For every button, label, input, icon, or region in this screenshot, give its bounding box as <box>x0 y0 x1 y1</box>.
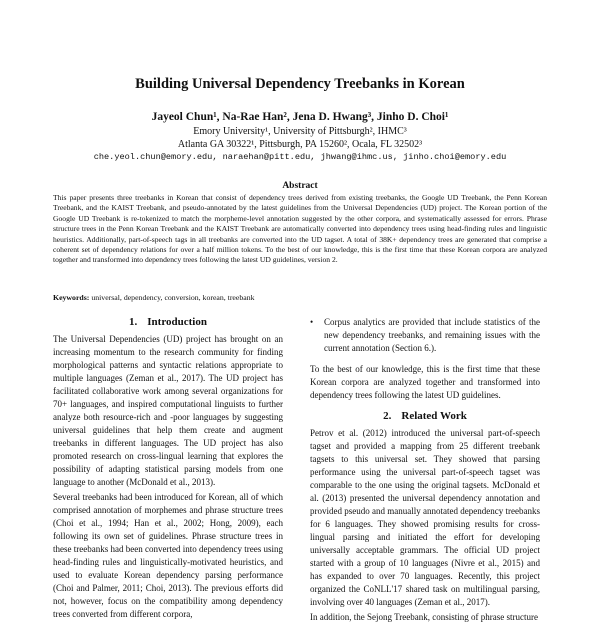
related-work-heading <box>310 410 540 423</box>
related-work-paragraph-2: In addition, the Sejong Treebank, consisting of phrase structure <box>310 612 538 622</box>
list-item <box>310 316 540 355</box>
abstract-text: This paper presents three treebanks in Korean that consist of dependency trees derived from existing treebanks, the Google UD Treebank, the Penn Korean Treebank, and the KAIST Treebank, and pseudo-annotated by the latest guidelines from the Universal Dependencies (UD) project. The Korean portion of the Google UD Treebank is re-tokenized to match the morpheme-level annotation suggested by the other corpora, and systematically assessed for errors. Phrase structure trees in the Penn Korean Treebank and the KAIST Treebank are automatically converted into dependency trees using head-finding rules and linguistic heuristics. Additionally, part-of-speech tags in all treebanks are converted into the UD tagset. A total of 38K+ dependency trees are generated that comprise a coherent set of dependency relations for over a half million tokens. To the best of our knowledge, this is the first time that these Korean corpora are analyzed together and transformed into dependency trees following the latest UD guidelines, version 2. <box>53 193 547 265</box>
introduction-paragraph-1: The Universal Dependencies (UD) project has brought on an increasing momentum to the research community for finding morphological patterns and syntactic relations appropriate to multiple languages (Zeman et al., 2017). The UD project has facilitated collaborative work among several organizations for 70+ languages, and inspired computational linguists to further analyze both resource-rich and -poor languages by suggesting universal guidelines that help them create and augment treebanks in different languages. The UD project has also promoted research on cross-lingual learning that explores the possibility of adapting statistical parsing models from one language to another (McDonald et al., 2013). <box>53 334 283 487</box>
keywords-text: universal, dependency, conversion, korean, treebank <box>91 293 255 302</box>
introduction-paragraph-2: Several treebanks had been introduced for Korean, all of which comprised annotation of morphemes and phrase structure trees (Choi et al., 1994; Han et al., 2002; Hong, 2009), each following its own set of guidelines. Phrase structure trees in these treebanks had been converted into dependency trees using head-finding rules and linguistically-motivated heuristics, and used to evaluate Korean dependency parsing performance (Choi and Palmer, 2011; Choi, 2013). The previous efforts did not, however, focus on the compatibility among dependency trees converted from different corpora, <box>53 492 283 619</box>
related-work-paragraph-1: Petrov et al. (2012) introduced the universal part-of-speech tagset and provided a mapping from 25 different treebank tagsets to this universal set. They showed that parsing performance using the universal part-of-speech tagset was comparable to the one using the original tagsets. McDonald et al. (2013) presented the universal dependency annotation and provided pseudo and manually annotated dependency treebanks for 6 languages. They showed promising results for cross-lingual parsing and initiated the effort for developing universally acceptable grammars. The official UD project started with a group of 10 languages (Nivre et al., 2015) and has expanded to over 70 languages. Recently, this project organized the CoNLL'17 shared task on multilingual parsing, involving over 40 languages (Zeman et al., 2017). <box>310 428 540 607</box>
author-list: Jayeol Chun¹, Na-Rae Han², Jena D. Hwang³, Jinho D. Choi¹ <box>151 111 449 123</box>
related-work-title: Related Work <box>401 410 467 422</box>
introduction-number: 1. <box>129 316 138 328</box>
left-column <box>53 316 283 621</box>
bullet-icon: • <box>310 317 314 327</box>
affiliation-line-2: Atlanta GA 30322¹, Pittsburgh, PA 15260², Ocala, FL 32502³ <box>177 139 423 150</box>
affiliation-line-1: Emory University¹, University of Pittsburgh², IHMC³ <box>193 126 407 137</box>
introduction-heading <box>53 316 283 329</box>
keywords-line <box>53 293 547 302</box>
bullet-text: Corpus analytics are provided that include statistics of the new dependency treebanks, and remaining issues with the current annotation (Section 6.). <box>324 317 540 353</box>
author-emails: che.yeol.chun@emory.edu, naraehan@pitt.edu, jhwang@ihmc.us, jinho.choi@emory.edu <box>93 152 507 162</box>
abstract-heading: Abstract <box>282 181 318 191</box>
related-work-number: 2. <box>383 410 392 422</box>
keywords-label: Keywords: <box>53 293 90 302</box>
paper-title: Building Universal Dependency Treebanks in Korean <box>135 76 465 92</box>
contribution-summary: To the best of our knowledge, this is the first time that these Korean corpora are analyzed together and transformed into dependency trees following the latest UD guidelines. <box>310 364 540 400</box>
right-column <box>310 316 540 624</box>
introduction-title: Introduction <box>147 316 207 328</box>
